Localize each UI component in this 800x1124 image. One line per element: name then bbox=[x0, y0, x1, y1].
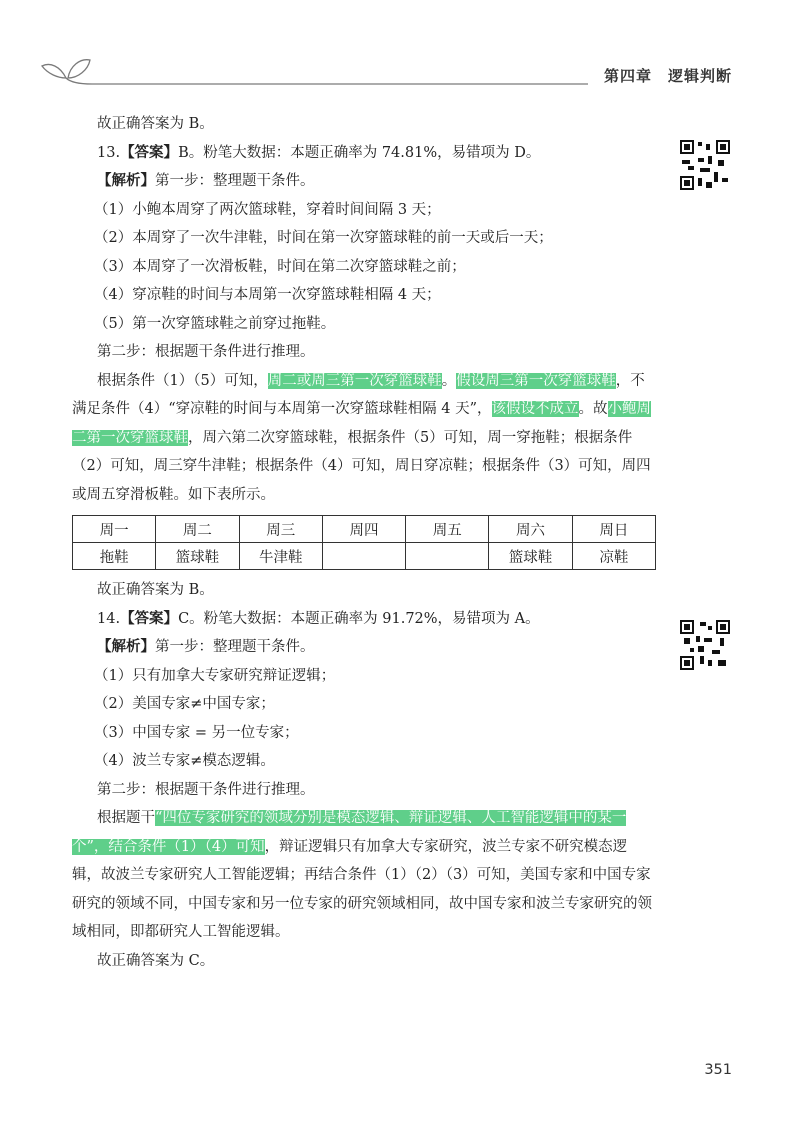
q14-step2: 第二步：根据题干条件进行推理。 bbox=[97, 781, 315, 798]
q13-step2: 第二步：根据题干条件进行推理。 bbox=[97, 344, 315, 360]
q13-analysis: 【解析】第一步：整理题干条件。 bbox=[97, 173, 315, 189]
q13-conclusion: 故正确答案为 B。 bbox=[97, 582, 214, 598]
highlight: “四位专家研究的领域分别是模态逻辑、辩证逻辑、人工智能逻辑中的某一个”，结合条件（1）（4）可知 bbox=[72, 810, 627, 855]
q13-condition: （4）穿凉鞋的时间与本周第一次穿篮球鞋相隔 4 天； bbox=[94, 287, 441, 303]
table-row bbox=[73, 543, 656, 570]
highlight: 小鲍周二第一次穿篮球鞋 bbox=[72, 401, 651, 446]
table-cell: 拖鞋 bbox=[73, 543, 156, 570]
table-cell bbox=[322, 543, 405, 570]
analysis-label: 【解析】 bbox=[97, 173, 155, 189]
table-header-cell: 周二 bbox=[156, 516, 239, 543]
table-header-cell: 周三 bbox=[239, 516, 322, 543]
q14-analysis: 【解析】第一步：整理题干条件。 bbox=[97, 639, 315, 655]
q14-condition: （1）只有加拿大专家研究辩证逻辑； bbox=[94, 667, 336, 684]
highlight: 周二或周三第一次穿篮球鞋 bbox=[267, 372, 442, 389]
analysis-label: 【解析】 bbox=[97, 639, 155, 655]
highlight: 假设周三第一次穿篮球鞋 bbox=[456, 372, 616, 389]
q13-condition: （3）本周穿了一次滑板鞋，时间在第二次穿篮球鞋之前； bbox=[94, 258, 466, 275]
q14-condition: （4）波兰专家≠模态逻辑。 bbox=[94, 753, 275, 769]
chapter-title: 第四章 逻辑判断 bbox=[603, 67, 732, 85]
table-row bbox=[73, 516, 656, 543]
table-cell: 凉鞋 bbox=[572, 543, 655, 570]
qr-code-icon[interactable] bbox=[680, 140, 730, 190]
weekday-shoe-table bbox=[72, 515, 656, 570]
table-cell: 篮球鞋 bbox=[156, 543, 239, 570]
table-header-cell: 周四 bbox=[322, 516, 405, 543]
q14-condition: （3）中国专家 = 另一位专家； bbox=[94, 724, 299, 741]
q13-condition: （2）本周穿了一次牛津鞋，时间在第一次穿篮球鞋的前一天或后一天； bbox=[94, 230, 553, 246]
q12-conclusion: 故正确答案为 B。 bbox=[97, 116, 214, 132]
page-header bbox=[0, 0, 800, 100]
q13-reasoning: 根据条件（1）（5）可知，周二或周三第一次穿篮球鞋。假设周三第一次穿篮球鞋，不满足条件（4）“穿凉鞋的时间与本周第一次穿篮球鞋相隔 4 天”，该假设不成立。故小鲍周二第一次穿篮球鞋，周六第二次穿篮球鞋，根据条件（5）可知，周一穿拖鞋；根据条件（2）可知，周三穿牛津鞋；根据条件（4）可知，周日穿凉鞋；根据条件（3）可知，周四或周五穿滑板鞋。如下表所示。 bbox=[72, 372, 651, 503]
table-header-cell: 周五 bbox=[406, 516, 489, 543]
page-body bbox=[72, 110, 652, 975]
table-cell: 篮球鞋 bbox=[489, 543, 572, 570]
answer-label: 【答案】 bbox=[120, 610, 179, 627]
table-header-cell: 周六 bbox=[489, 516, 572, 543]
q13-condition: （5）第一次穿篮球鞋之前穿过拖鞋。 bbox=[94, 315, 336, 332]
q14-condition: （2）美国专家≠中国专家； bbox=[94, 696, 275, 712]
table-header-cell: 周一 bbox=[73, 516, 156, 543]
table-cell bbox=[406, 543, 489, 570]
q14-answer: 14.【答案】C。粉笔大数据：本题正确率为 91.72%，易错项为 A。 bbox=[97, 610, 540, 627]
highlight: 该假设不成立 bbox=[491, 401, 579, 417]
qr-code-icon[interactable] bbox=[680, 620, 730, 670]
q14-conclusion: 故正确答案为 C。 bbox=[97, 952, 215, 969]
page-number: 351 bbox=[704, 1062, 732, 1078]
table-header-cell: 周日 bbox=[572, 516, 655, 543]
q13-answer: 13.【答案】B。粉笔大数据：本题正确率为 74.81%，易错项为 D。 bbox=[97, 144, 541, 161]
q13-condition: （1）小鲍本周穿了两次篮球鞋，穿着时间间隔 3 天； bbox=[94, 201, 441, 218]
q14-reasoning: 根据题干“四位专家研究的领域分别是模态逻辑、辩证逻辑、人工智能逻辑中的某一个”，结合条件（1）（4）可知，辩证逻辑只有加拿大专家研究，波兰专家不研究模态逻辑，故波兰专家研究人工智能逻辑；再结合条件（1）（2）（3）可知，美国专家和中国专家研究的领域不同，中国专家和另一位专家的研究领域相同，故中国专家和波兰专家研究的领域相同，即都研究人工智能逻辑。 bbox=[72, 810, 652, 940]
table-cell: 牛津鞋 bbox=[239, 543, 322, 570]
answer-label: 【答案】 bbox=[120, 144, 179, 161]
